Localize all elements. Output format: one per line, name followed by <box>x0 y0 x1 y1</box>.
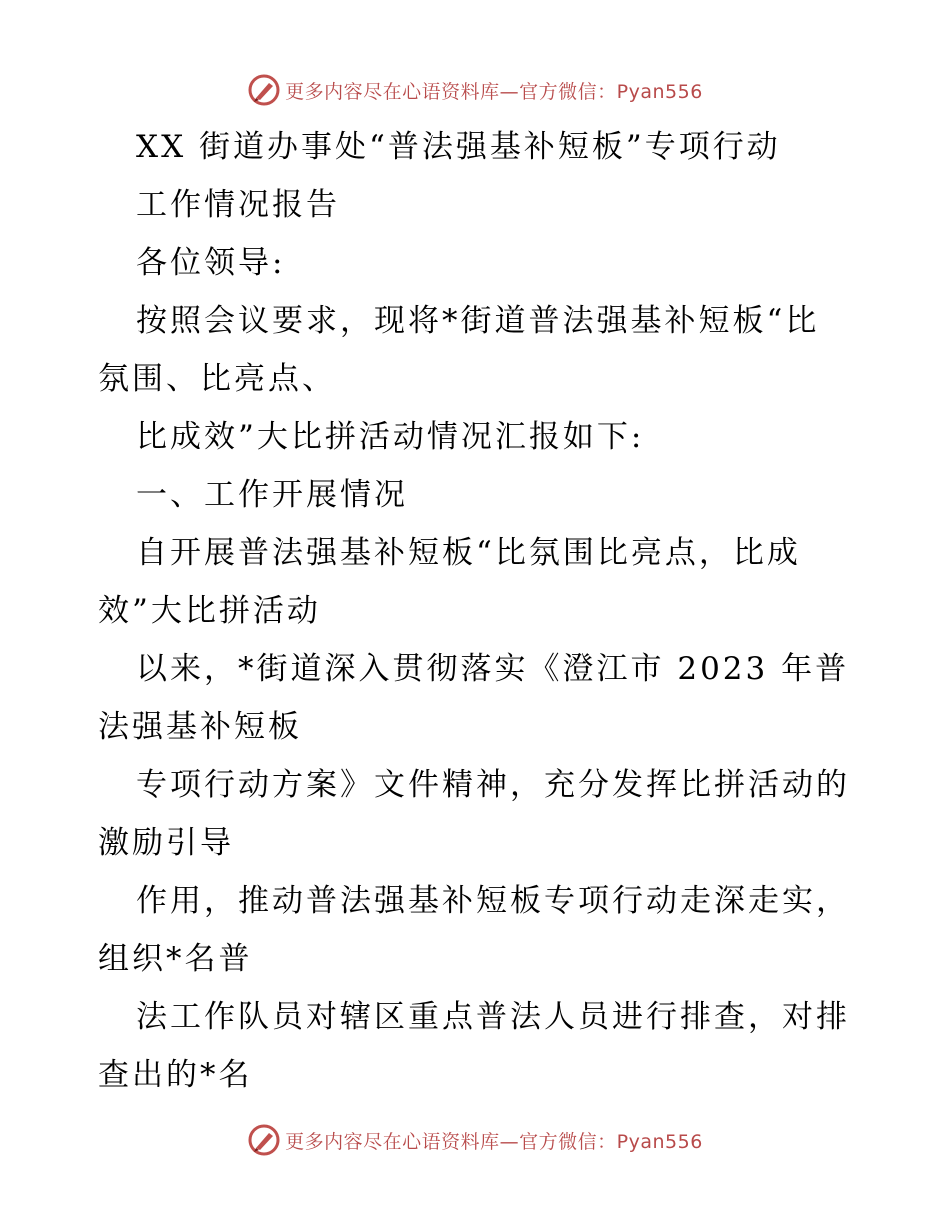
text-line: 以来，*街道深入贯彻落实《澄江市 2023 年普 <box>136 651 850 687</box>
text-line: 比成效”大比拼活动情况汇报如下: <box>136 419 645 455</box>
text-line: 组织*名普 <box>98 941 253 977</box>
text-line: 氛围、比亮点、 <box>98 361 336 397</box>
banner-text: 更多内容尽在心语资料库—官方微信：Pyan556 <box>285 1130 703 1153</box>
text-line: 法工作队员对辖区重点普法人员进行排查，对排 <box>136 999 850 1035</box>
text-line: 自开展普法强基补短板“比氛围比亮点，比成 <box>136 535 801 571</box>
text-line: 工作情况报告 <box>136 187 340 223</box>
text-line: 法强基补短板 <box>98 709 302 745</box>
text-line: 效”大比拼活动 <box>98 593 321 629</box>
pen-logo-icon <box>247 1123 281 1157</box>
text-line: 作用，推动普法强基补短板专项行动走深走实， <box>136 883 850 919</box>
footer-banner <box>0 1120 950 1160</box>
text-line: 按照会议要求，现将*街道普法强基补短板“比 <box>136 303 820 339</box>
banner-text: 更多内容尽在心语资料库—官方微信：Pyan556 <box>285 80 703 103</box>
pen-logo-icon <box>247 73 281 107</box>
text-line: 各位领导: <box>136 245 286 281</box>
text-line: 一、工作开展情况 <box>136 477 408 513</box>
text-line: 激励引导 <box>98 825 234 861</box>
text-line: 查出的*名 <box>98 1057 253 1093</box>
header-banner <box>0 70 950 110</box>
document-body <box>98 118 858 1104</box>
text-line: 专项行动方案》文件精神，充分发挥比拼活动的 <box>136 767 850 803</box>
text-line: XX 街道办事处“普法强基补短板”专项行动 <box>136 129 781 165</box>
